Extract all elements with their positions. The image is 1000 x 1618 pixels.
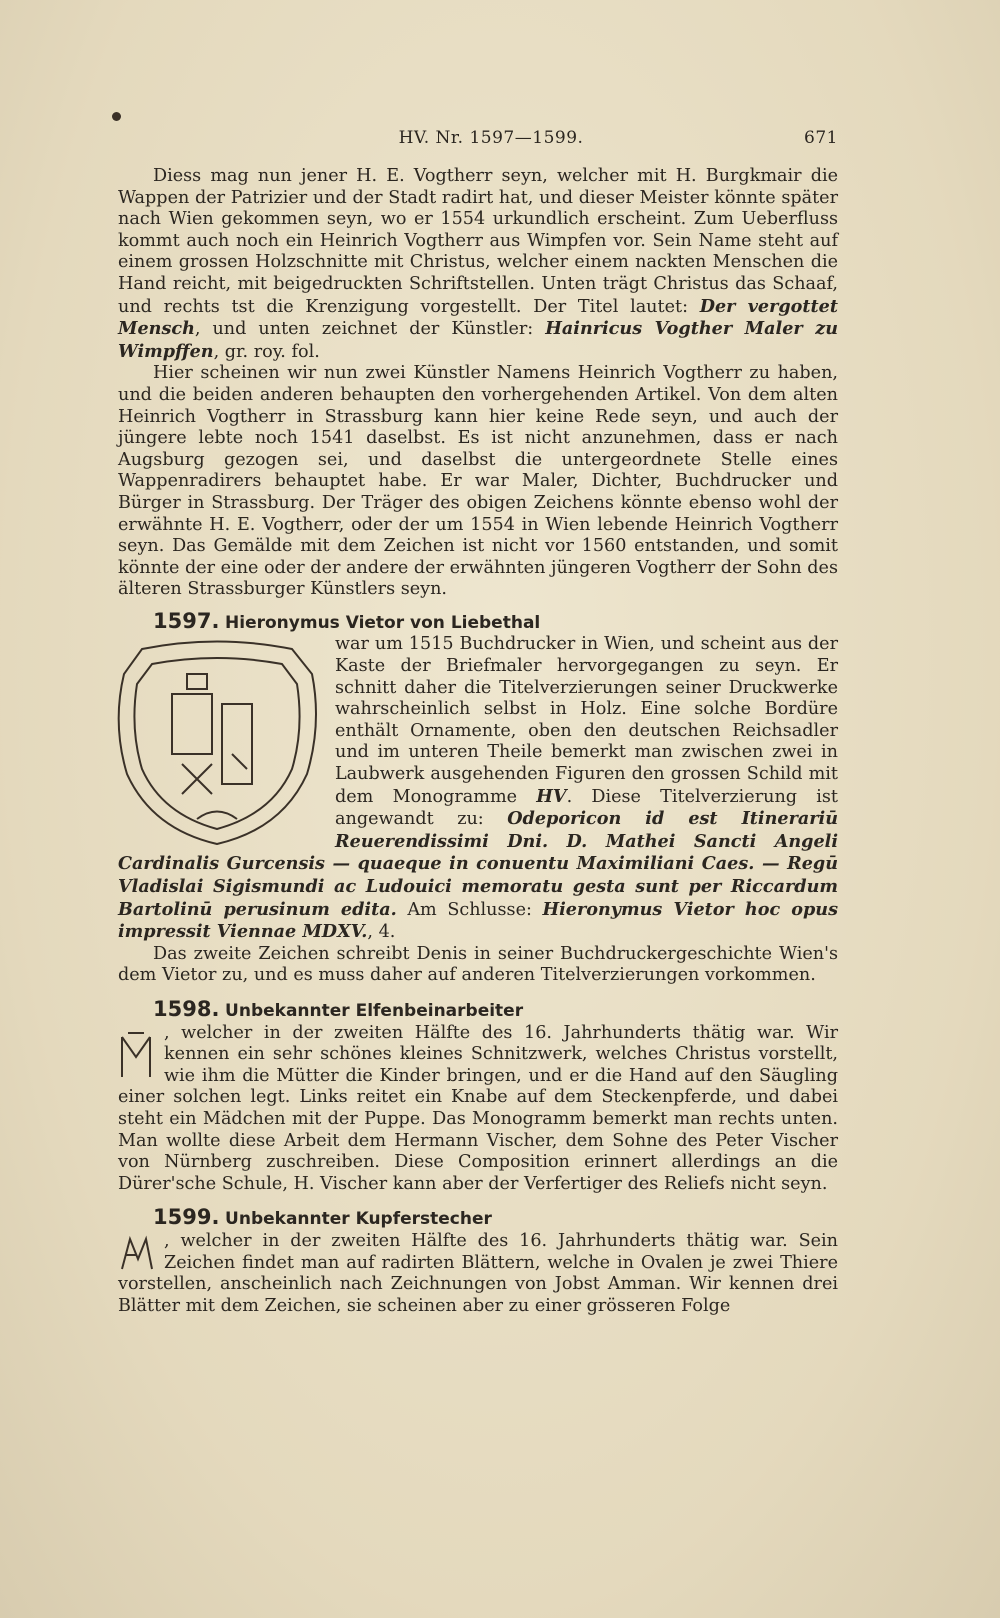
ink-spot: [112, 112, 121, 121]
entry-1599: [118, 1207, 838, 1317]
entry-number: 1599.: [153, 1205, 220, 1230]
page-content: [118, 128, 838, 1317]
entry-name: Unbekannter Kupferstecher: [225, 1209, 492, 1230]
entry-1598-body: , welcher in der zweiten Hälfte des 16. Jahrhunderts thätig war. Wir kennen ein sehr schönes kleines Schnitzwerk, welches Christus vorstellt, wie ihm die Mütter die Kinder bringen, und er die Hand auf den Säugling einer solchen legt. Links reitet ein Knabe auf dem Steckenpferde, und dabei steht ein Mädchen mit der Puppe. Das Monogramm bemerkt man rechts unten. Man wollte diese Arbeit dem Hermann Vischer, dem Sohne des Peter Vischer von Nürnberg zuschreiben. Diese Composition erinnert allerdings an die Dürer'sche Schule, H. Vischer kann aber der Verfertiger des Reliefs nicht seyn.: [118, 1022, 838, 1194]
shield-emblem-icon: [112, 634, 327, 849]
running-title: HV. Nr. 1597—1599.: [398, 128, 584, 148]
entry-1598-heading-line: [118, 996, 838, 1023]
entry-1597-paragraph-2: Das zweite Zeichen schreibt Denis in seiner Buchdruckergeschichte Wien's dem Vietor zu, und es muss daher auf anderen Titelverzierungen vorkommen.: [118, 943, 838, 986]
monogram-hv-icon: [118, 1027, 156, 1081]
entry-1599-body: , welcher in der zweiten Hälfte des 16. Jahrhunderts thätig war. Sein Zeichen findet man auf radirten Blättern, welche in Ovalen je zwei Thiere vorstellen, anscheinlich nach Zeichnungen von Jobst Amman. Wir kennen drei Blätter mit dem Zeichen, sie scheinen aber zu einer grösseren Folge: [118, 1230, 838, 1316]
running-header: [118, 128, 838, 148]
entry-number: 1598.: [153, 996, 220, 1021]
entry-1597-body: war um 1515 Buchdrucker in Wien, und scheint aus der Kaste der Briefmaler hervorgegangen zu seyn. Er schnitt daher die Titelverzierungen seiner Druckwerke wahrscheinlich selbst in Holz. Eine solche Bordüre enthält Ornamente, oben den deutschen Reichsadler und im unteren Theile bemerkt man zwischen zwei in Laubwerk ausgehenden Figuren den grossen Schild mit dem Monogramme HV. Diese Titelverzierung ist angewandt zu: Odeporicon id est Itinerariū Reuerendissimi Dni. D. Mathei Sancti Angeli Cardinalis Gurcensis — quaeque in conuentu Maximiliani Caes. — Regū Vladislai Sigismundi ac Ludouici memoratu gesta sunt per Riccardum Bartolinū perusinum edita. Am Schlusse: Hieronymus Vietor hoc opus impressit Viennae MDXV., 4.: [118, 634, 839, 943]
intro-paragraph-1: Diess mag nun jener H. E. Vogtherr seyn, welcher mit H. Burgkmair die Wappen der Patrizier und der Stadt radirt hat, und dieser Meister könnte später nach Wien gekommen seyn, wo er 1554 urkundlich erscheint. Zum Ueberfluss kommt auch noch ein Heinrich Vogtherr aus Wimpfen vor. Sein Name steht auf einem grossen Holzschnitte mit Christus, welcher einem nackten Menschen die Hand reicht, mit beigedruckten Schriftstellen. Unten trägt Christus das Schaaf, und rechts tst die Krenzigung vorgestellt. Der Titel lautet: Der vergottet Mensch, und unten zeichnet der Künstler: Hainricus Vogther Maler zu Wimpffen, gr. roy. fol.: [118, 166, 838, 362]
intro-paragraph-2: Hier scheinen wir nun zwei Künstler Namens Heinrich Vogtherr zu haben, und die beiden anderen behaupten den vorhergehenden Artikel. Von dem alten Heinrich Vogtherr in Strassburg kann hier keine Rede seyn, und auch der jüngere lebte noch 1541 daselbst. Es ist nicht anzunehmen, dass er nach Augsburg gezogen sei, und daselbst die untergeordnete Stelle eines Wappenradirers behauptet habe. Er war Maler, Dichter, Buchdrucker und Bürger in Strassburg. Der Träger des obigen Zeichens könnte ebenso wohl der erwähnte H. E. Vogtherr, oder der um 1554 in Wien lebende Heinrich Vogtherr seyn. Das Gemälde mit dem Zeichen ist nicht vor 1560 entstanden, und somit könnte der eine oder der andere der erwähnten jüngeren Vogtherr der Sohn des älteren Strassburger Künstlers seyn.: [118, 363, 839, 600]
entry-name: Hieronymus Vietor von Liebethal: [225, 612, 541, 633]
entry-1598: [118, 996, 838, 1195]
entry-name: Unbekannter Elfenbeinarbeiter: [225, 1000, 524, 1021]
entry-1597-heading-line: [118, 608, 838, 635]
page-number: 671: [804, 128, 838, 148]
entry-1599-heading-line: [118, 1207, 838, 1231]
entry-1597: [118, 608, 839, 987]
entry-number: 1597.: [153, 608, 220, 633]
monogram-am-icon: [118, 1233, 156, 1273]
